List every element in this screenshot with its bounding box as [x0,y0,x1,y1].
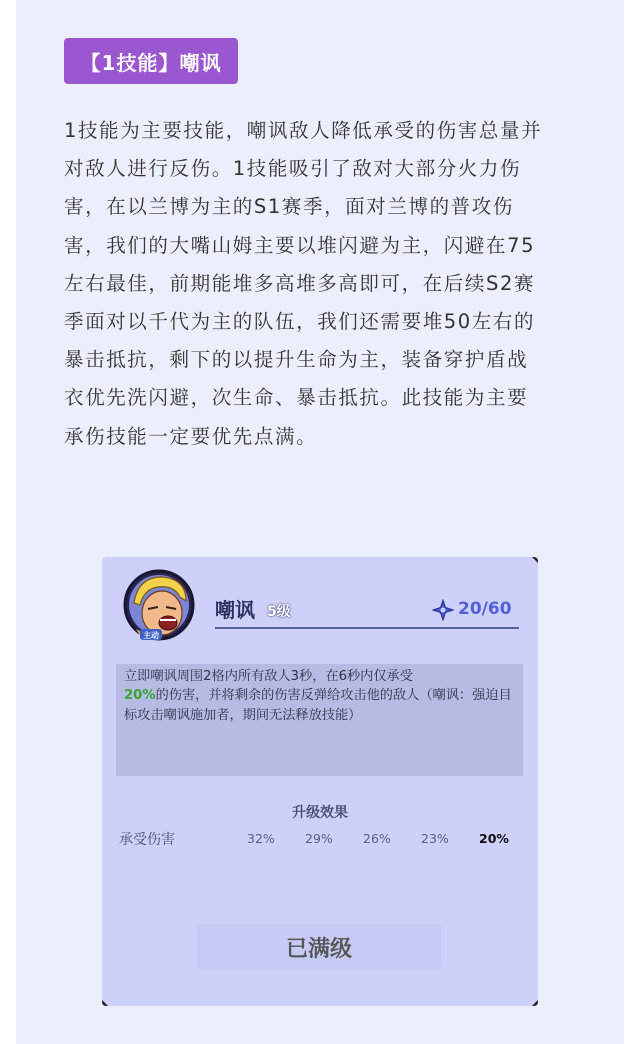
paragraph-line: 衣优先洗闪避，次生命、暴击抵抗。此技能为主要 [64,386,529,410]
level-value: 29% [305,831,333,846]
paragraph-line: 害，在以兰博为主的S1赛季，面对兰博的普攻伤 [64,195,514,219]
skill-level: 5级 [267,604,291,620]
energy-cost: 20/60 [458,599,512,619]
paragraph-line: 害，我们的大嘴山姆主要以堆闪避为主，闪避在75 [64,233,536,257]
skill-card [102,557,538,1006]
level-value: 26% [363,831,391,846]
card-corner [102,1000,108,1006]
avatar-tag: 主动 [143,631,159,640]
skill-description [124,667,516,725]
damage-taken-label: 承受伤害 [119,832,175,848]
hero-avatar-icon [122,567,196,645]
damage-highlight: 20% [124,688,156,704]
upgrade-title: 升级效果 [292,805,348,821]
max-level-button[interactable]: 已满级 [197,924,441,970]
card-corner [532,1000,538,1006]
body-paragraph [64,112,610,456]
paragraph-line: 季面对以千代为主的队伍，我们还需要堆50左右的 [64,310,536,334]
skill-name: 嘲讽 [215,598,255,622]
energy-star-icon [432,599,454,621]
paragraph-line: 1技能为主要技能，嘲讽敌人降低承受的伤害总量并 [64,119,543,142]
paragraph-line: 左右最佳，前期能堆多高堆多高即可，在后续S2赛 [64,271,536,295]
level-value-current: 20% [479,831,509,846]
description-text: 的伤害，并将剩余的伤害反弹给攻击他的敌人（嘲讽：强迫目标攻击嘲讽施加者，期间无法释放技能） [124,688,512,723]
level-value: 23% [421,831,449,846]
divider [215,627,519,629]
paragraph-line: 对敌人进行反伤。1技能吸引了敌对大部分火力伤 [64,157,522,181]
section-badge: 【1技能】嘲讽 [64,38,238,84]
level-value: 32% [247,831,275,846]
paragraph-line: 暴击抵抗，剩下的以提升生命为主，装备穿护盾战 [64,348,529,372]
description-text: 立即嘲讽周围2格内所有敌人3秒，在6秒内仅承受 [124,669,413,684]
paragraph-line: 承伤技能一定要优先点满。 [64,424,318,448]
card-corner [532,557,538,563]
